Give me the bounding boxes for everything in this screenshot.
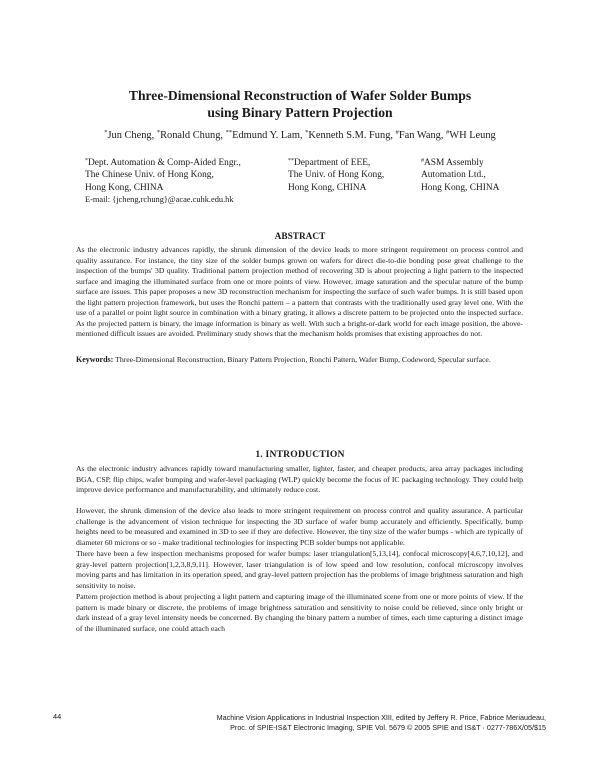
affiliation-hku: **Department of EEE, The Univ. of Hong Kong, Hong Kong, CHINA bbox=[288, 158, 385, 193]
author: #Fan Wang, bbox=[395, 129, 444, 141]
keywords-text: Three-Dimensional Reconstruction, Binary Pattern Projection, Ronchi Pattern, Wafer Bump, Codeword, Specular surface. bbox=[115, 355, 491, 364]
keywords-label: Keywords: bbox=[76, 355, 114, 364]
author: *Jun Cheng, bbox=[104, 129, 155, 141]
section-heading-introduction: 1. INTRODUCTION bbox=[255, 449, 345, 460]
affiliation-asm: #ASM Assembly Automation Ltd., Hong Kong, CHINA bbox=[421, 158, 500, 193]
intro-paragraph-2: However, the shrunk dimension of the device also leads to more stringent requirement on process control and quality assurance. A particular challenge is the advancement of vision technique for inspecting the 3D surface of wafer bump accurately and efficiently. Specifically, bump heights need to be measured and examined in 3D to see if they are defective. However, the tiny size of the wafer bumps - which are typically of diameter 60 microns or so - make traditional technologies for inspecting PCB solder bumps not applicable. bbox=[76, 506, 523, 547]
keywords bbox=[76, 355, 523, 366]
intro-paragraph-3: There have been a few inspection mechanisms proposed for wafer bumps: laser triangulation[5,13,14], confocal microscopy[4,6,7,10,12], and gray-level pattern projection[1,2,3,8,9,11]. However, laser triangulation is of low speed and low resolution, confocal microscopy involves moving parts and has limitation in its operation speed, and gray-level pattern projection has the problems of image brightness saturation and high sensitivity to noise. bbox=[76, 549, 523, 590]
page-number: 44 bbox=[53, 712, 62, 721]
proceedings-footer: Machine Vision Applications in Industrial Inspection XIII, edited by Jeffery R. Price, Fabrice Meriaudeau, Proc. of SPIE-IS&T Electronic Imaging, SPIE Vol. 5679 © 2005 SPIE and IS&T · 0277-786X/05/$15 bbox=[216, 713, 546, 732]
author-list bbox=[40, 129, 560, 141]
affiliation-cuhk: *Dept. Automation & Comp-Aided Engr., The Chinese Univ. of Hong Kong, Hong Kong, CHINA E-mail: {jcheng,rchung}@acae.cuhk.edu.hk bbox=[85, 155, 241, 206]
abstract-heading: ABSTRACT bbox=[274, 232, 326, 242]
author: #WH Leung bbox=[446, 129, 496, 141]
author: *Kenneth S.M. Fung, bbox=[305, 129, 393, 141]
paper-title-line-1: Three-Dimensional Reconstruction of Wafer Solder Bumps bbox=[128, 88, 472, 103]
intro-paragraph-1: As the electronic industry advances rapidly toward manufacturing smaller, lighter, faster, and cheaper products, area array packages including BGA, CSP, flip chips, wafer bumping and wafer-level packaging (WLP) quickly become the focus of IC packaging technology. They could help improve device performance and manufacturability, and ultimately reduce cost. bbox=[76, 464, 523, 494]
author: **Edmund Y. Lam, bbox=[225, 129, 303, 141]
author: *Ronald Chung, bbox=[156, 129, 224, 141]
author-email: E-mail: {jcheng,rchung}@acae.cuhk.edu.hk bbox=[85, 194, 234, 204]
intro-paragraph-4: Pattern projection method is about projecting a light pattern and capturing image of the illuminated scene from one or more points of view. If the pattern is made binary or discrete, the problems of image brightness saturation and sensitivity to noise could be relieved, since only bright or dark instead of a gray level intensity needs be concerned. By changing the binary pattern a number of times, each time capturing a distinct image of the illuminated surface, one could attach each bbox=[76, 592, 523, 633]
abstract-text: As the electronic industry advances rapidly, the shrunk dimension of the device leads to more stringent requirement on process control and quality assurance. For instance, the tiny size of the solder bumps grown on wafers for direct die-to-die bonding pose great challenge to the inspection of the bumps' 3D quality. Traditional pattern projection method of recovering 3D is about projecting a light pattern to the inspected surface and imaging the illuminated surface from one or more points of view. However, image saturation and the specular nature of the bump surface are issues. This paper proposes a new 3D reconstruction mechanism for inspecting the surface of such wafer bumps. It is still based upon the light pattern projection framework, but uses the Ronchi pattern – a pattern that contrasts with the traditionally used gray level one. With the use of a parallel or point light source in combination with a binary grating, it allows a discrete pattern to be projected onto the inspected surface. As the projected pattern is binary, the image information is binary as well. With such a bright-or-dark world for each image position, the above-mentioned difficult issues are avoided. Preliminary study shows that the mechanism holds promises that existing approaches do not. bbox=[76, 245, 523, 338]
paper-title-line-2: using Binary Pattern Projection bbox=[207, 105, 393, 120]
